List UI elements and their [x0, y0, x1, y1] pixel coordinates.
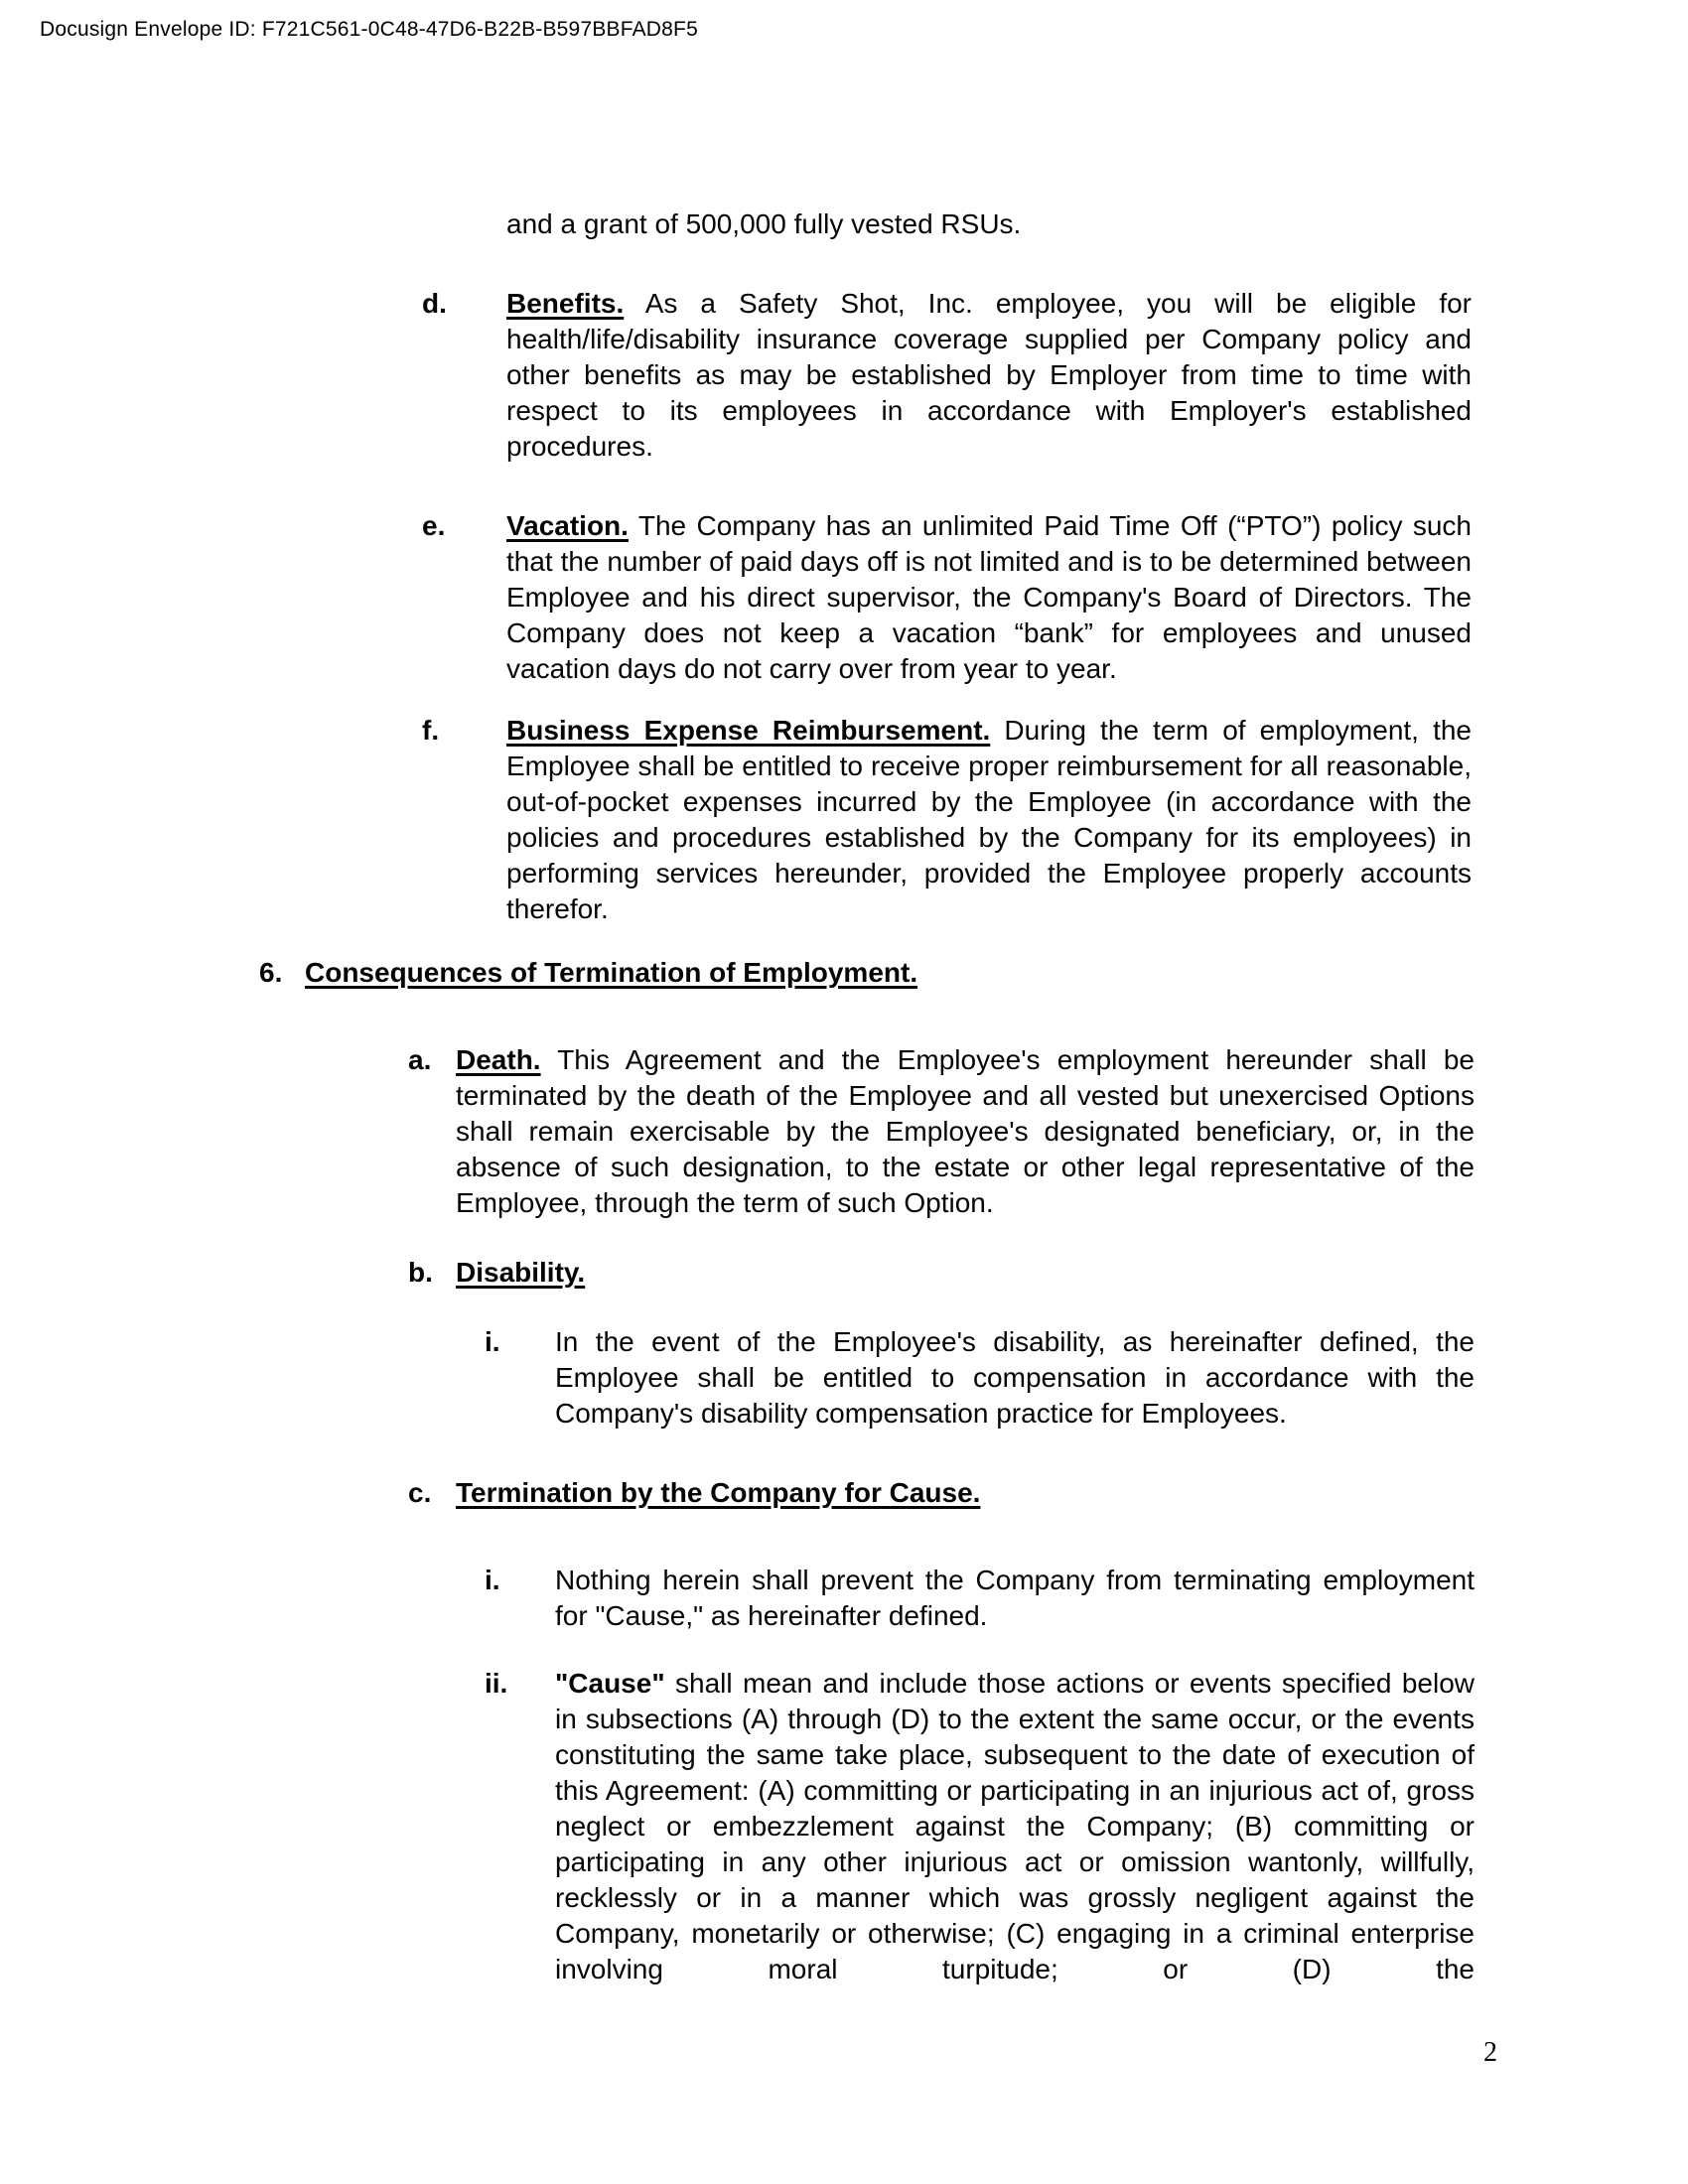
paragraph-vacation: [0, 508, 1688, 687]
page-number: 2: [1483, 2037, 1497, 2068]
heading-vacation: Vacation.: [506, 510, 629, 541]
body-death: This Agreement and the Employee's employment hereunder shall be terminated by the death of the Employee and all vested but unexercised Options shall remain exercisable by the Employee's designated beneficiary, or, in the absence of such designation, to the estate or other legal representative of the Employee, through the term of such Option.: [456, 1044, 1475, 1218]
label-e: e.: [422, 510, 446, 541]
paragraph-termination-i: [0, 1563, 1688, 1634]
section-6-heading: [0, 955, 1688, 991]
label-termination-ii: ii.: [485, 1668, 508, 1699]
label-c: c.: [408, 1477, 432, 1508]
body-termination-ii: shall mean and include those actions or events specified below in subsections (A) through (D) to the extent the same occur, or the events constituting the same take place, subsequent to the date of execution of this Agreement: (A) committing or participating in an injurious act of, gross neglect or embezzlement against the Company; (B) committing or participating in any other injurious act or omission wantonly, willfully, recklessly or in a manner which was grossly negligent against the Company, monetarily or otherwise; (C) engaging in a criminal enterprise involving moral turpitude; or (D) the: [555, 1668, 1475, 1984]
heading-consequences: Consequences of Termination of Employment.: [305, 957, 918, 988]
termination-heading-text: [456, 1475, 1475, 1511]
paragraph-disability-i: [0, 1324, 1688, 1432]
heading-disability: Disability.: [456, 1257, 586, 1288]
paragraph-continuation: [0, 206, 1688, 242]
termination-ii-text: [555, 1666, 1475, 1987]
label-termination-i: i.: [485, 1565, 500, 1595]
section-6-text: [305, 955, 1688, 991]
termination-heading-row: [0, 1475, 1688, 1511]
vacation-text: [506, 508, 1472, 687]
benefits-text: [506, 286, 1472, 465]
continuation-text: and a grant of 500,000 fully vested RSUs.: [506, 208, 1022, 239]
paragraph-benefits: [0, 286, 1688, 465]
heading-death: Death.: [456, 1044, 541, 1075]
disability-i-text: In the event of the Employee's disability, as hereinafter defined, the Employee shall be entitled to compensation in accordance with the Company's disability compensation practice for Employees.: [555, 1326, 1475, 1429]
label-disability-i: i.: [485, 1326, 500, 1357]
body-benefits: As a Safety Shot, Inc. employee, you will be eligible for health/life/disability insurance coverage supplied per Company policy and other benefits as may be established by Employer from time to time with respect to its employees in accordance with Employer's established procedures.: [506, 288, 1472, 462]
label-a: a.: [408, 1044, 432, 1075]
label-f: f.: [422, 715, 440, 746]
heading-termination-for-cause: Termination by the Company for Cause.: [456, 1477, 981, 1508]
cause-term: "Cause": [555, 1668, 665, 1699]
disability-heading-row: [0, 1255, 1688, 1291]
paragraph-business-expense: [0, 713, 1688, 927]
business-expense-text: [506, 713, 1472, 927]
heading-benefits: Benefits.: [506, 288, 625, 319]
paragraph-death: [0, 1042, 1688, 1221]
docusign-envelope-id: Docusign Envelope ID: F721C561-0C48-47D6-B22B-B597BBFAD8F5: [40, 18, 698, 41]
label-d: d.: [422, 288, 447, 319]
label-b: b.: [408, 1257, 433, 1288]
death-text: [456, 1042, 1475, 1221]
label-6: 6.: [259, 957, 283, 988]
body-business-expense: During the term of employment, the Employee shall be entitled to receive proper reimbursement for all reasonable, out-of-pocket expenses incurred by the Employee (in accordance with the policies and procedures established by the Company for its employees) in performing services hereunder, provided the Employee properly accounts therefor.: [506, 715, 1472, 924]
disability-heading-text: [456, 1255, 1475, 1291]
paragraph-termination-ii: [0, 1666, 1688, 1987]
body-vacation: The Company has an unlimited Paid Time Off (“PTO”) policy such that the number of paid days off is not limited and is to be determined between Employee and his direct supervisor, the Company's Board of Directors. The Company does not keep a vacation “bank” for employees and unused vacation days do not carry over from year to year.: [506, 510, 1472, 684]
heading-business-expense: Business Expense Reimbursement.: [506, 715, 991, 746]
termination-i-text: Nothing herein shall prevent the Company from terminating employment for "Cause," as hereinafter defined.: [555, 1565, 1475, 1631]
